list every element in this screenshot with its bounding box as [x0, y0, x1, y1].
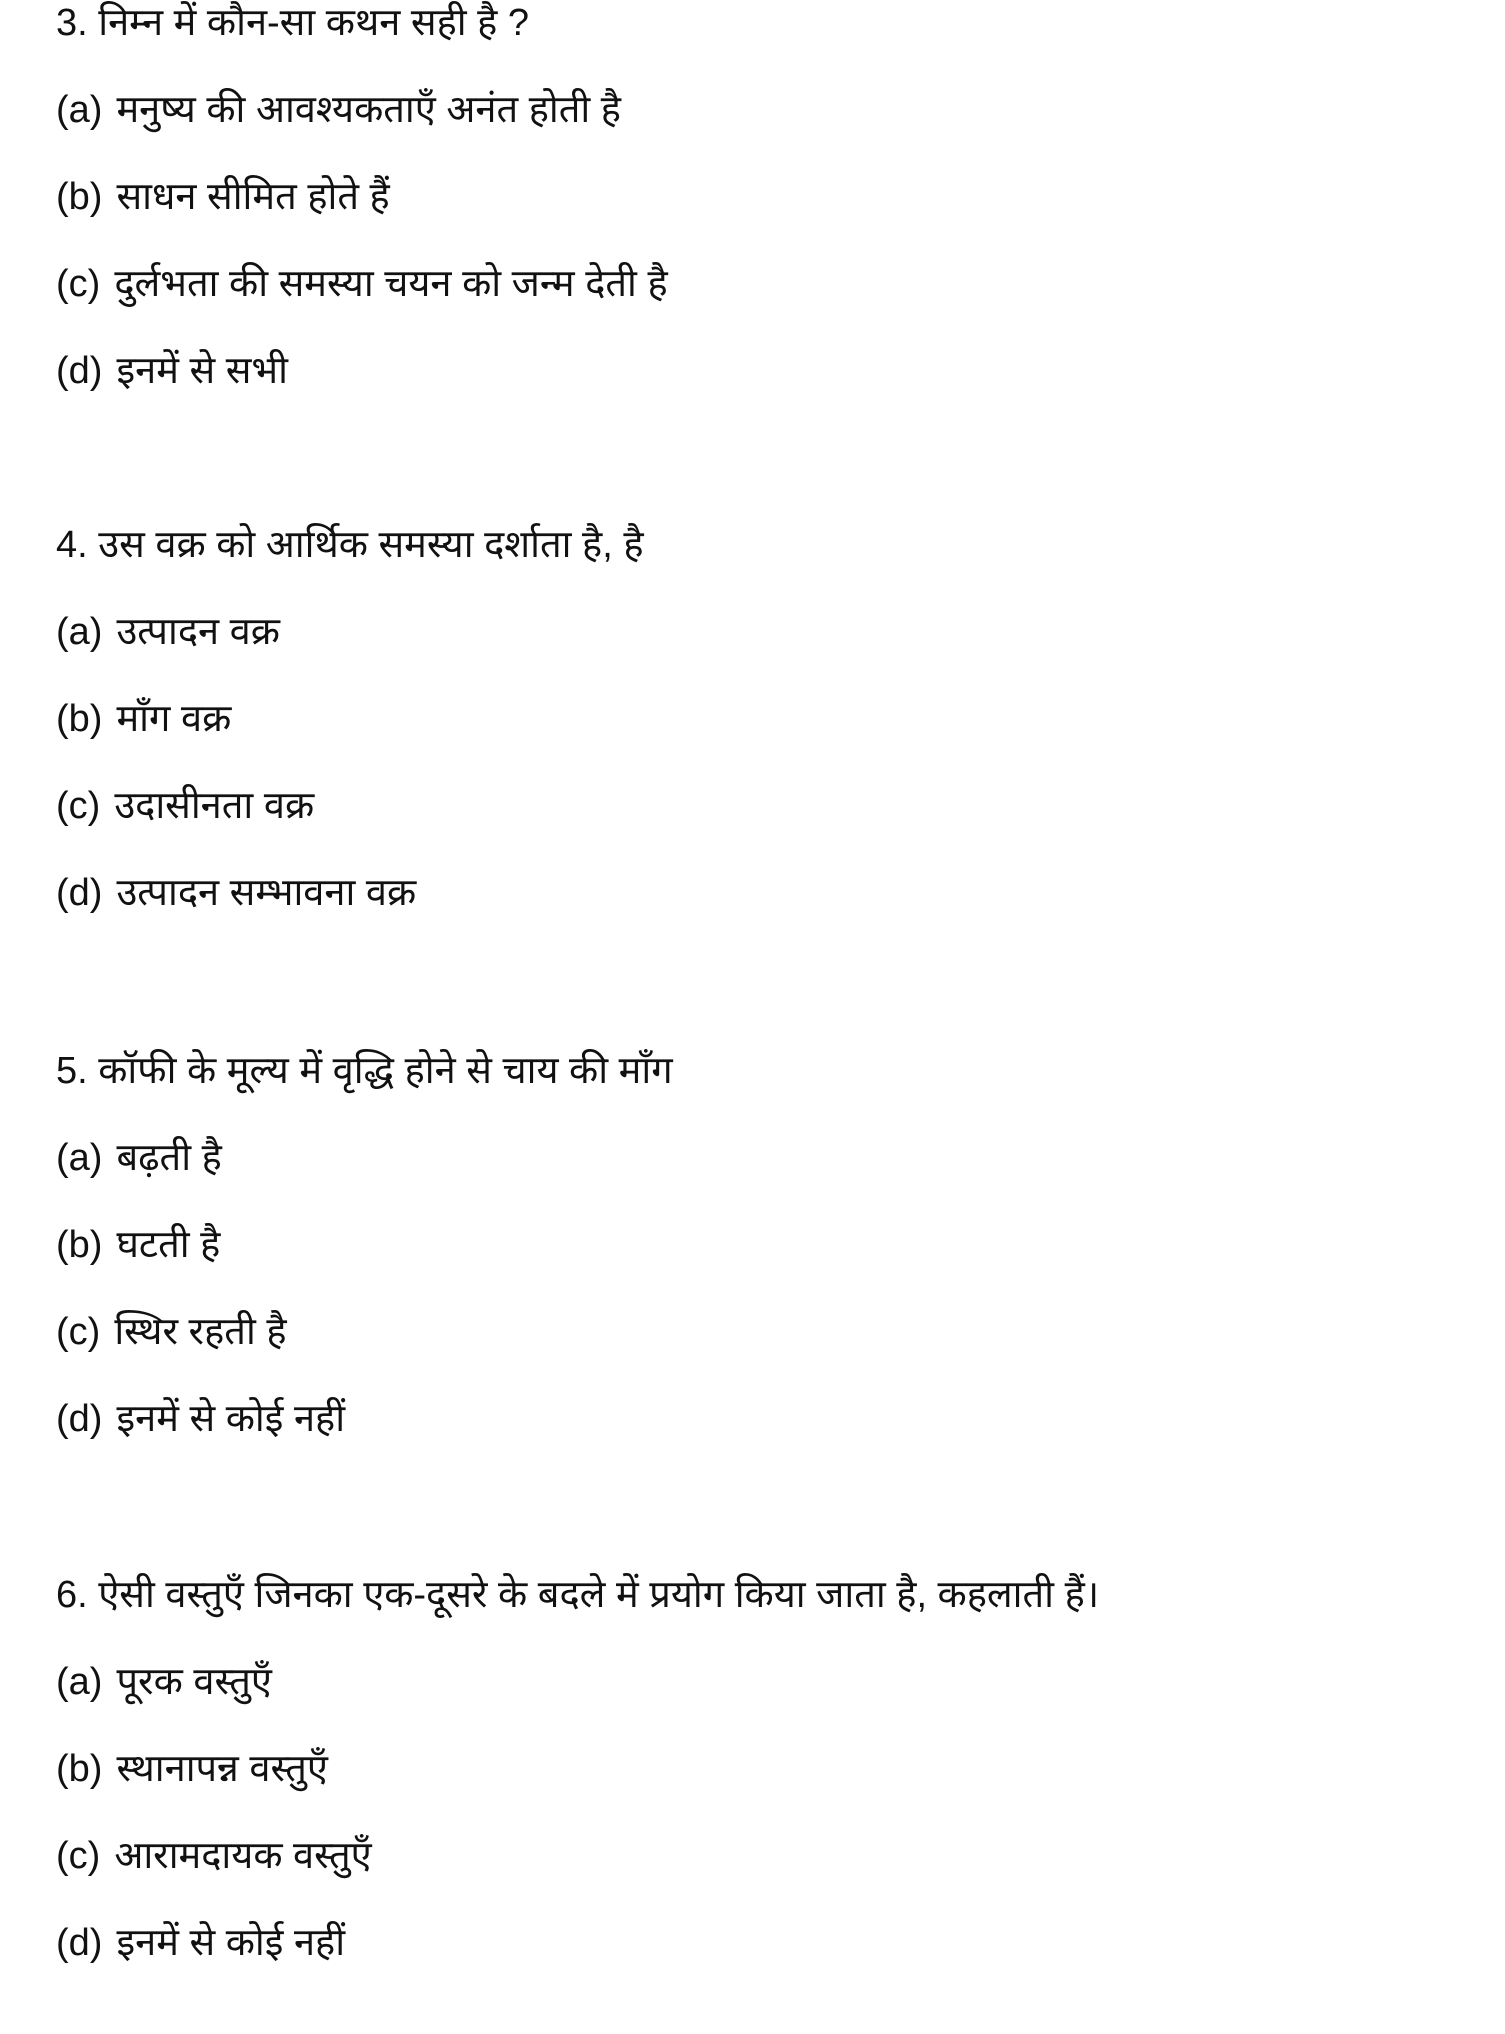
option-label: (c) — [56, 1311, 101, 1353]
option-text: इनमें से सभी — [116, 350, 288, 392]
option-item — [56, 1900, 1099, 1987]
option-label: (b) — [56, 1224, 103, 1266]
question-text: 5. कॉफी के मूल्य में वृद्धि होने से चाय की माँग — [56, 1050, 673, 1092]
option-item — [56, 1813, 1099, 1900]
option-item — [56, 676, 644, 763]
question-block — [56, 502, 644, 937]
option-label: (a) — [56, 611, 103, 653]
option-item — [56, 1289, 673, 1376]
option-item — [56, 67, 668, 154]
option-label: (d) — [56, 872, 103, 914]
option-label: (c) — [56, 1835, 101, 1877]
option-item — [56, 154, 668, 241]
option-label: (b) — [56, 698, 103, 740]
option-text: इनमें से कोई नहीं — [116, 1922, 346, 1964]
option-item — [56, 763, 644, 850]
option-item — [56, 1376, 673, 1463]
option-text: पूरक वस्तुएँ — [116, 1661, 272, 1703]
option-item — [56, 1726, 1099, 1813]
option-item — [56, 850, 644, 937]
option-item — [56, 1202, 673, 1289]
option-label: (d) — [56, 1398, 103, 1440]
option-item — [56, 241, 668, 328]
option-text: माँग वक्र — [116, 698, 232, 740]
option-label: (d) — [56, 1922, 103, 1964]
option-text: मनुष्य की आवश्यकताएँ अनंत होती है — [116, 89, 621, 131]
option-text: स्थानापन्न वस्तुएँ — [116, 1748, 328, 1790]
option-text: इनमें से कोई नहीं — [116, 1398, 346, 1440]
option-text: स्थिर रहती है — [114, 1311, 287, 1353]
question-text: 4. उस वक्र को आर्थिक समस्या दर्शाता है, है — [56, 524, 644, 566]
question-block — [56, 0, 668, 415]
question-text: 3. निम्न में कौन-सा कथन सही है ? — [56, 2, 530, 44]
question-text: 6. ऐसी वस्तुएँ जिनका एक-दूसरे के बदले में प्रयोग किया जाता है, कहलाती हैं। — [56, 1574, 1100, 1616]
option-text: साधन सीमित होते हैं — [116, 176, 390, 218]
option-text: दुर्लभता की समस्या चयन को जन्म देती है — [114, 263, 668, 305]
option-item — [56, 589, 644, 676]
option-label: (c) — [56, 263, 101, 305]
option-text: उत्पादन वक्र — [116, 611, 280, 653]
option-item — [56, 1115, 673, 1202]
option-label: (c) — [56, 785, 101, 827]
option-label: (a) — [56, 1661, 103, 1703]
option-text: घटती है — [116, 1224, 221, 1266]
option-label: (a) — [56, 89, 103, 131]
option-label: (a) — [56, 1137, 103, 1179]
option-text: उदासीनता वक्र — [114, 785, 315, 827]
option-text: आरामदायक वस्तुएँ — [114, 1835, 372, 1877]
option-item — [56, 328, 668, 415]
option-label: (d) — [56, 350, 103, 392]
question-block — [56, 1028, 673, 1463]
option-item — [56, 1639, 1099, 1726]
question-block — [56, 1552, 1099, 1987]
option-label: (b) — [56, 1748, 103, 1790]
option-text: उत्पादन सम्भावना वक्र — [116, 872, 417, 914]
option-text: बढ़ती है — [116, 1137, 222, 1179]
option-label: (b) — [56, 176, 103, 218]
